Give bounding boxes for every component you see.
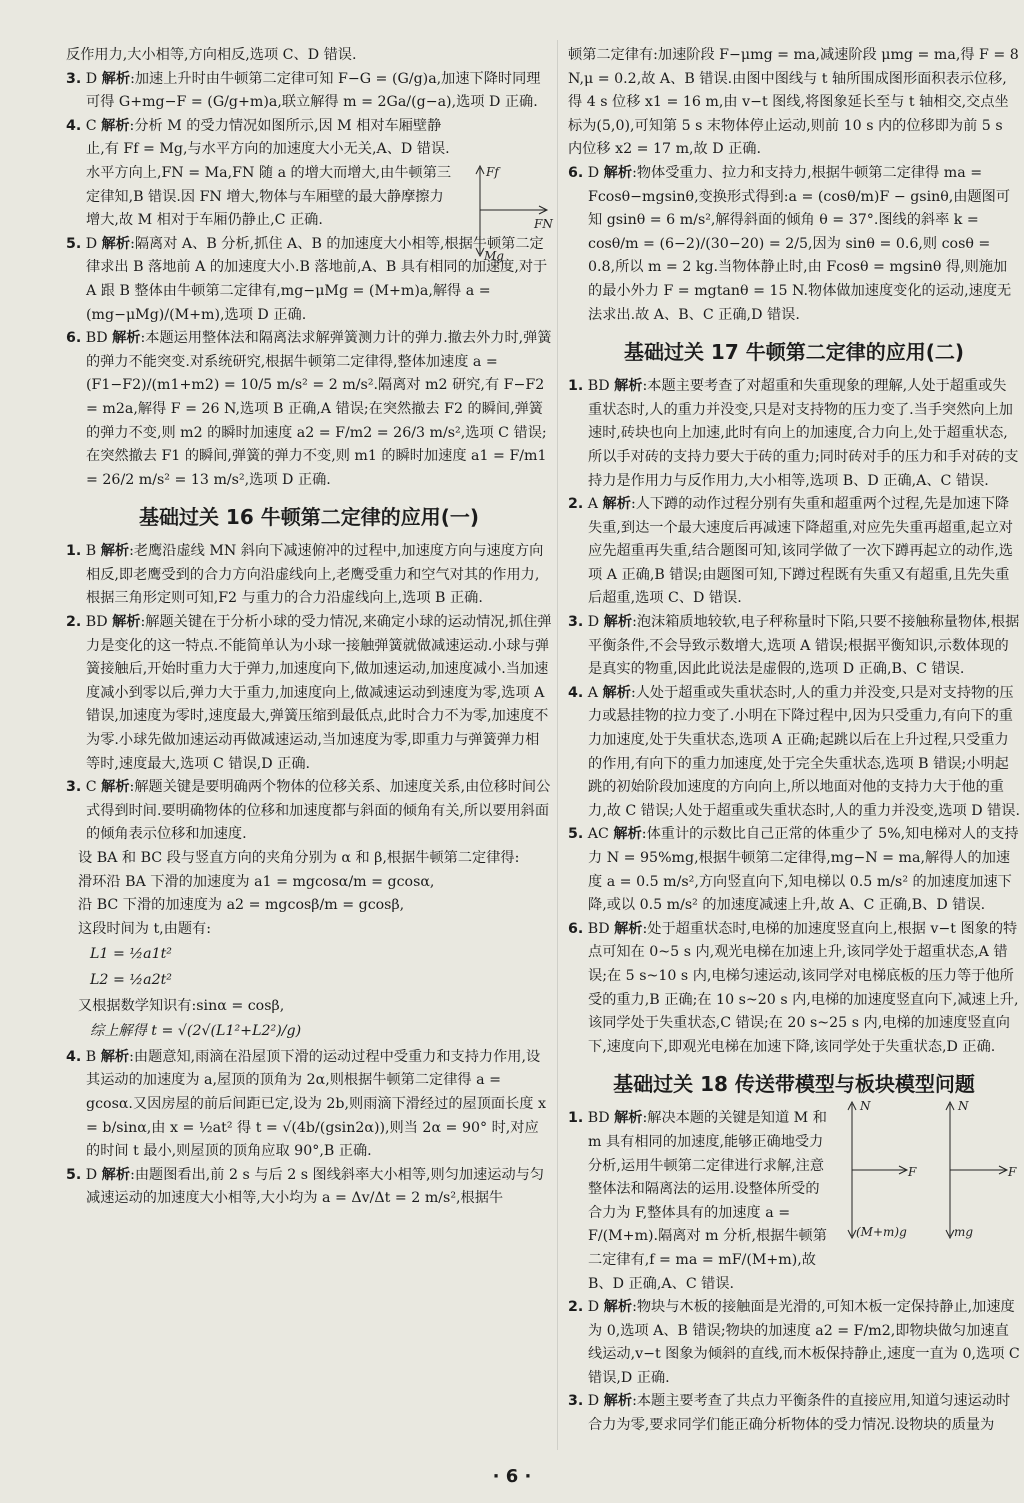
analysis-label: 解析 [112, 330, 141, 347]
answer-item: 2. D 解析:物块与木板的接触面是光滑的,可知木板一定保持静止,加速度为 0,选项 A、B 错误;物块的加速度 a2 = F/m2,即物块做匀加速直线运动,v−t 图象为倾斜的直线,而木板保持静止,速度一直为 0,选项 C 错误,D 正确. [568, 1299, 1020, 1386]
derivation-line: 综上解得 t = √(2√(L1²+L2²)/g) [90, 1023, 302, 1040]
answer-item: 3. D 解析:本题主要考查了共点力平衡条件的直接应用,知道匀速运动时合力为零,要求同学们能正确分析物体的受力情况.设物块的质量为 [568, 1393, 1011, 1434]
analysis-text: 物体受重力、拉力和支持力,根据牛顿第二定律得 ma = Fcosθ−mgsinθ,变换形式得到:a = (cosθ/m)F − gsinθ,由题图可知 gsinθ = 6 m/s²,解得斜面的倾角 θ = 37°.图线的斜率 k = cosθ/m = (6−2)/(30−20) = 2/5,因为 sinθ = 0.6,则 cosθ = 0.8,所以 m = 2 kg.当物体静止时,由 Fcosθ = mgsinθ 得,则施加的最小外力 F = mgtanθ = 15 N.物体做加速度变化的运动,速度无法求出.故 A、B、C 正确,D 错误. [588, 164, 1012, 323]
answer-list-a [66, 68, 552, 493]
item-number: 5. [66, 1166, 82, 1183]
analysis-label: 解析 [603, 614, 633, 631]
answer-item: 3. D 解析:泡沫箱质地较软,电子秤称量时下陷,只要不接触称量物体,根据平衡条件,不会导致示数增大,选项 A 错误;根据平衡知识,示数体现的是真实的物重,因此此说法是虚假的,选项 D 正确,B、C 错误. [568, 614, 1020, 678]
section-title-16: 基础过关 16 牛顿第二定律的应用(一) [138, 505, 480, 530]
answer-item: 2. BD 解析:解题关键在于分析小球的受力情况,来确定小球的运动情况,抓住弹力是变化的这一特点.不能简单认为小球一接触弹簧就做减速运动.小球与弹簧接触后,开始时重力大于弹力,加速度向下,做加速运动,加速度减小.当加速度减小到零以后,弹力大于重力,加速度向上,做减速运动到速度为零,选项 A 错误,加速度为零时,速度最大,弹簧压缩到最低点,此时合力不为零,加速度不为零.小球先做加速运动再做减速运动,当加速度为零,即重力与弹簧弹力相等时,速度最大,选项 C 错误,D 正确. [66, 614, 552, 772]
item-answer: D [587, 1393, 600, 1410]
analysis-label: 解析 [101, 117, 130, 134]
answer-item: 6. BD 解析:本题运用整体法和隔离法求解弹簧测力计的弹力.撤去外力时,弹簧的弹力不能突变.对系统研究,根据牛顿第二定律得,整体加速度 a = (F1−F2)/(m1+m2) = 10/5 m/s² = 2 m/s².隔离对 m2 研究,有 F−F2 = m2a,解得 F = 26 N,选项 B 正确,A 错误;在突然撤去 F2 的瞬间,弹簧的弹力不变,则 m2 的瞬时加速度 a2 = F/m2 = 26/3 m/s²,选项 C 错误;在突然撤去 F1 的瞬间,弹簧的弹力不变,则 m1 的瞬时加速度 a1 = F/m1 = 26/2 m/s² = 13 m/s²,选项 D 正确. [66, 330, 552, 488]
section-title-17: 基础过关 17 牛顿第二定律的应用(二) [623, 340, 965, 365]
item-answer: D [85, 1166, 98, 1183]
page-number: · 6 · [492, 1466, 532, 1487]
item-number: 6. [568, 920, 584, 937]
analysis-text: 本题主要考查了共点力平衡条件的直接应用,知道匀速运动时合力为零,要求同学们能正确分析物体的受力情况.设物块的质量为 [588, 1393, 1011, 1434]
answer-item: 1. B 解析:老鹰沿虚线 MN 斜向下减速俯冲的过程中,加速度方向与速度方向相反,即老鹰受到的合力方向沿虚线向上,老鹰受重力和空气对其的作用力,根据三角形定则可知,F2 与重力的合力沿虚线向上,选项 B 正确. [66, 543, 544, 607]
analysis-text: 由题图看出,前 2 s 与后 2 s 图线斜率大小相等,则匀加速运动与匀减速运动的加速度大小相等,大小均为 a = Δv/Δt = 2 m/s²,根据牛 [86, 1166, 545, 1207]
item-answer: BD [85, 614, 108, 631]
answer-item: 2. A 解析:人下蹲的动作过程分别有失重和超重两个过程,先是加速下降失重,到达一个最大速度后再减速下降超重,对应先失重再超重,起立对应先超重再失重,结合题图可知,该同学做了一次下蹲再起立的动作,选项 A 正确,B 错误;由题图可知,下蹲过程既有失重又有超重,且先失重后超重,选项 C、D 错误. [568, 496, 1013, 607]
item-number: 4. [66, 117, 82, 134]
item-answer: AC [587, 826, 609, 843]
item-answer: B [85, 1048, 97, 1065]
item-answer: B [85, 543, 97, 560]
analysis-label: 解析 [101, 779, 130, 796]
item-answer: D [85, 70, 98, 87]
answer-item: 5. D 解析:隔离对 A、B 分析,抓住 A、B 的加速度大小相等,根据牛顿第二定律求出 B 落地前 A 的加速度大小.B 落地前,A、B 具有相同的加速度,对于 A 跟 B 整体由牛顿第二定律有,mg−μMg = (M+m)a,解得 a = (mg−μMg)/(M+m),选项 D 正确. [66, 235, 548, 323]
force-diagram-18 [838, 1096, 1020, 1250]
item-number: 5. [66, 235, 82, 252]
answer-item: 1. BD 解析:本题主要考查了对超重和失重现象的理解,人处于超重或失重状态时,人的重力并没变,只是对支持物的压力变了.当手突然向上加速时,砖块也向上加速,此时有向上的加速度,合力向上,处于超重状态,所以手对砖的支持力要大于砖的重力;同时砖对手的压力和手对砖的支持力是作用力与反作用力,大小相等,选项 B、D 正确,A、C 错误. [568, 378, 1019, 489]
fig18-left-n: N [860, 1099, 871, 1113]
answer-item: 5. AC 解析:体重计的示数比自己正常的体重少了 5%,知电梯对人的支持力 N = 95%mg,根据牛顿第二定律得,mg−N = ma,解得人的加速度 a = 0.5 m/s²,方向竖直向下,知电梯以 0.5 m/s² 的加速度加速下降,或以 0.5 m/s² 的加速度减速上升,故 A、C 正确,B、D 错误. [568, 826, 1019, 914]
item-answer: C [85, 117, 97, 134]
analysis-text: 解题关键在于分析小球的受力情况,来确定小球的运动情况,抓住弹力是变化的这一特点.不能简单认为小球一接触弹簧就做减速运动.小球与弹簧接触后,开始时重力大于弹力,加速度向下,做加速运动,加速度减小.当加速度减小到零以后,弹力大于重力,加速度向上,做减速运动到速度为零,选项 A 错误,加速度为零时,速度最大,弹簧压缩到最低点,此时合力不为零,加速度不为零.小球先做加速运动再做减速运动,当加速度为零,即重力与弹簧弹力相等时,速度最大,选项 C 错误,D 正确. [86, 614, 552, 772]
analysis-text: 物块与木板的接触面是光滑的,可知木板一定保持静止,加速度为 0,选项 A、B 错误;物块的加速度 a2 = F/m2,即物块做匀加速直线运动,v−t 图象为倾斜的直线,而木板保持静止,速度一直为 0,选项 C 错误,D 正确. [588, 1299, 1020, 1386]
analysis-text: 本题运用整体法和隔离法求解弹簧测力计的弹力.撤去外力时,弹簧的弹力不能突变.对系统研究,根据牛顿第二定律得,整体加速度 a = (F1−F2)/(m1+m2) = 10/5 m/s² = 2 m/s².隔离对 m2 研究,有 F−F2 = m2a,解得 F = 26 N,选项 B 正确,A 错误;在突然撤去 F2 的瞬间,弹簧的弹力不变,则 m2 的瞬时加速度 a2 = F/m2 = 26/3 m/s²,选项 C 错误;在突然撤去 F1 的瞬间,弹簧的弹力不变,则 m1 的瞬时加速度 a1 = F/m1 = 26/2 m/s² = 13 m/s²,选项 D 正确. [86, 330, 552, 488]
analysis-label: 解析 [603, 1393, 633, 1410]
analysis-text: 解题关键是要明确两个物体的位移关系、加速度关系,由位移时间公式得到时间.要明确物体的位移和加速度都与斜面的倾角有关,所以要用斜面的倾角表示位移和加速度. [86, 779, 551, 843]
analysis-text: 分析 M 的受力情况如图所示,因 M 相对车厢壁静止,有 Ff = Mg,与水平方向的加速度大小无关,A、D 错误.水平方向上,FN = Ma,FN 随 a 的增大而增大,由牛顿第三定律知,B 错误.因 FN 增大,物体与车厢壁的最大静摩擦力增大,故 M 相对于车厢仍静止,C 正确. [86, 117, 452, 229]
item-number: 2. [568, 496, 584, 513]
item-number: 6. [66, 330, 82, 347]
answer-item: 4. B 解析:由题意知,雨滴在沿屋顶下滑的运动过程中受重力和支持力作用,设其运动的加速度为 a,屋顶的顶角为 2α,则根据牛顿第二定律得 a = gcosα.又因房屋的前后间距已定,设为 2b,则雨滴下滑经过的屋顶面长度 x = b/sinα,由 x = ½at² 得 t = √(4b/(gsin2α)),则当 2α = 90° 时,对应的时间 t 最小,则屋顶的顶角应取 90°,B 正确. [66, 1048, 546, 1160]
item-number: 1. [568, 378, 584, 395]
item-number: 1. [568, 1110, 584, 1127]
analysis-label: 解析 [603, 164, 633, 181]
analysis-text: 由题意知,雨滴在沿屋顶下滑的运动过程中受重力和支持力作用,设其运动的加速度为 a,屋顶的顶角为 2α,则根据牛顿第二定律得 a = gcosα.又因房屋的前后间距已定,设为 2b,则雨滴下滑经过的屋顶面长度 x = b/sinα,由 x = ½at² 得 t = √(4b/(gsin2α)),则当 2α = 90° 时,对应的时间 t 最小,则屋顶的顶角应取 90°,B 正确. [86, 1048, 546, 1160]
item-answer: BD [587, 920, 610, 937]
item-number: 1. [66, 543, 82, 560]
item-answer: BD [587, 378, 610, 395]
analysis-text: 加速上升时由牛顿第二定律可知 F−G = (G/g)a,加速下降时同理可得 G+mg−F = (G/g+m)a,联立解得 m = 2Ga/(g−a),选项 D 正确. [86, 70, 541, 111]
analysis-text: 老鹰沿虚线 MN 斜向下减速俯冲的过程中,加速度方向与速度方向相反,即老鹰受到的合力方向沿虚线向上,老鹰受重力和空气对其的作用力,根据三角形定则可知,F2 与重力的合力沿虚线向上,选项 B 正确. [86, 543, 544, 607]
derivation-line: 又根据数学知识有:sinα = cosβ, [78, 997, 285, 1014]
item-number: 3. [568, 614, 584, 631]
analysis-label: 解析 [112, 614, 141, 631]
analysis-text: 解决本题的关键是知道 M 和 m 具有相同的加速度,能够正确地受力分析,运用牛顿第二定律进行求解,注意整体法和隔离法的运用.设整体所受的合力为 F,整体具有的加速度 a = F/(M+m).隔离对 m 分析,根据牛顿第二定律有,f = ma = mF/(M+m),故 B、D 正确,A、C 错误. [588, 1110, 827, 1292]
force-diagram-4c [466, 158, 558, 264]
item-answer: BD [587, 1110, 610, 1127]
item-answer: D [587, 1299, 600, 1316]
analysis-label: 解析 [603, 1299, 633, 1316]
item-answer: D [587, 614, 600, 631]
item-number: 5. [568, 826, 584, 843]
analysis-label: 解析 [602, 496, 631, 513]
item-answer: D [85, 235, 98, 252]
answer-list-r-a [568, 162, 1020, 327]
analysis-text: 处于超重状态时,电梯的加速度竖直向上,根据 v−t 图象的特点可知在 0~5 s 内,观光电梯在加速上升,该同学处于超重状态,A 错误;在 5 s~10 s 内,电梯匀速运动,该同学对电梯底板的压力等于他所受的重力,B 正确;在 10 s~20 s 内,电梯的加速度竖直向下,减速上升,该同学处于失重状态,C 错误;在 20 s~25 s 内,电梯的加速度竖直向下,速度向下,即观光电梯在加速下降,该同学处于失重状态,D 正确. [588, 920, 1019, 1055]
derivation-line: 沿 BC 下滑的加速度为 a2 = mgcosβ/m = gcosβ, [78, 897, 405, 914]
analysis-label: 解析 [101, 235, 131, 252]
analysis-label: 解析 [100, 1048, 130, 1065]
analysis-label: 解析 [614, 1110, 643, 1127]
answer-item: 1. BD 解析:解决本题的关键是知道 M 和 m 具有相同的加速度,能够正确地受力分析,运用牛顿第二定律进行求解,注意整体法和隔离法的运用.设整体所受的合力为 F,整体具有的加速度 a = F/(M+m).隔离对 m 分析,根据牛顿第二定律有,f = ma = mF/(M+m),故 B、D 正确,A、C 错误. [568, 1110, 827, 1292]
analysis-text: 泡沫箱质地较软,电子秤称量时下陷,只要不接触称量物体,根据平衡条件,不会导致示数增大,选项 A 错误;根据平衡知识,示数体现的是真实的物重,因此此说法是虚假的,选项 D 正确,B、C 错误. [588, 614, 1020, 678]
answer-item: 5. D 解析:由题图看出,前 2 s 与后 2 s 图线斜率大小相等,则匀加速运动与匀减速运动的加速度大小相等,大小均为 a = Δv/Δt = 2 m/s²,根据牛 [66, 1166, 545, 1207]
analysis-label: 解析 [602, 684, 631, 701]
analysis-text: 人下蹲的动作过程分别有失重和超重两个过程,先是加速下降失重,到达一个最大速度后再减速下降超重,对应先失重再超重,起立对应先超重再失重,结合题图可知,该同学做了一次下蹲再起立的动作,选项 A 正确,B 错误;由题图可知,下蹲过程既有失重又有超重,且先失重后超重,选项 C、D 错误. [588, 496, 1013, 607]
intro-line: 反作用力,大小相等,方向相反,选项 C、D 错误. [66, 47, 357, 63]
analysis-text: 体重计的示数比自己正常的体重少了 5%,知电梯对人的支持力 N = 95%mg,根据牛顿第二定律得,mg−N = ma,解得人的加速度 a = 0.5 m/s²,方向竖直向下,知电梯以 0.5 m/s² 的加速度加速下降,或以 0.5 m/s² 的加速度减速上升,故 A、C 正确,B、D 错误. [588, 826, 1019, 914]
fig18-right-f: F [1008, 1165, 1017, 1179]
answer-item: 4. A 解析:人处于超重或失重状态时,人的重力并没变,只是对支持物的压力或悬挂物的拉力变了.小明在下降过程中,因为只受重力,有向下的重力加速度,处于失重状态,选项 A 正确;起跳以后在上升过程,只受重力的作用,有向下的重力加速度,处于完全失重状态,选项 B 错误;小明起跳的初始阶段加速度的方向向上,所以地面对他的支持力大于他的重力,故 C 错误;人处于超重或失重状态时,人的重力并没变,选项 D 错误. [568, 684, 1020, 819]
fig18-right-n: N [958, 1099, 969, 1113]
analysis-text: 隔离对 A、B 分析,抓住 A、B 的加速度大小相等,根据牛顿第二定律求出 B 落地前 A 的加速度大小.B 落地前,A、B 具有相同的加速度,对于 A 跟 B 整体由牛顿第二定律有,mg−μMg = (M+m)a,解得 a = (mg−μMg)/(M+m),选项 D 正确. [86, 235, 548, 323]
fig-label-fn: FN [534, 217, 553, 231]
item-number: 4. [66, 1048, 82, 1065]
answer-list-b [66, 540, 552, 847]
item-number: 2. [568, 1299, 584, 1316]
fig18-right-g: mg [954, 1225, 974, 1239]
analysis-text: 本题主要考查了对超重和失重现象的理解,人处于超重或失重状态时,人的重力并没变,只是对支持物的压力变了.当手突然向上加速时,砖块也向上加速,此时有向上的加速度,合力向上,处于超重状态,所以手对砖的支持力要大于砖的重力;同时砖对手的压力和手对砖的支持力是作用力与反作用力,大小相等,选项 B、D 正确,A、C 错误. [588, 378, 1019, 489]
item-answer: D [587, 164, 600, 181]
section-title-18: 基础过关 18 传送带模型与板块模型问题 [613, 1072, 975, 1097]
item-number: 3. [66, 779, 82, 796]
analysis-text: 人处于超重或失重状态时,人的重力并没变,只是对支持物的压力或悬挂物的拉力变了.小明在下降过程中,因为只受重力,有向下的重力加速度,处于失重状态,选项 A 正确;起跳以后在上升过程,只受重力的作用,有向下的重力加速度,处于完全失重状态,选项 B 错误;小明起跳的初始阶段加速度的方向向上,所以地面对他的支持力大于他的重力,故 C 错误;人处于超重或失重状态时,人的重力并没变,选项 D 错误. [588, 684, 1020, 819]
derivation-line: 滑环沿 BA 下滑的加速度为 a1 = mgcosα/m = gcosα, [78, 873, 435, 890]
item3-derivation [66, 847, 552, 1044]
analysis-label: 解析 [101, 1166, 131, 1183]
item-answer: C [85, 779, 97, 796]
answer-item: 6. D 解析:物体受重力、拉力和支持力,根据牛顿第二定律得 ma = Fcosθ−mgsinθ,变换形式得到:a = (cosθ/m)F − gsinθ,由题图可知 gsinθ = 6 m/s²,解得斜面的倾角 θ = 37°.图线的斜率 k = cosθ/m = (6−2)/(30−20) = 2/5,因为 sinθ = 0.6,则 cosθ = 0.8,所以 m = 2 kg.当物体静止时,由 Fcosθ = mgsinθ 得,则施加的最小外力 F = mgtanθ = 15 N.物体做加速度变化的运动,速度无法求出.故 A、B、C 正确,D 错误. [568, 164, 1012, 323]
derivation-line: 这段时间为 t,由题有: [78, 920, 212, 937]
answer-item: 3. D 解析:加速上升时由牛顿第二定律可知 F−G = (G/g)a,加速下降时同理可得 G+mg−F = (G/g+m)a,联立解得 m = 2Ga/(g−a),选项 D 正确. [66, 70, 541, 111]
derivation-line: L1 = ½a1t² [90, 946, 172, 963]
answer-item: 6. BD 解析:处于超重状态时,电梯的加速度竖直向上,根据 v−t 图象的特点可知在 0~5 s 内,观光电梯在加速上升,该同学处于超重状态,A 错误;在 5 s~10 s 内,电梯匀速运动,该同学对电梯底板的压力等于他所受的重力,B 正确;在 10 s~20 s 内,电梯的加速度竖直向下,减速上升,该同学处于失重状态,C 错误;在 20 s~25 s 内,电梯的加速度竖直向下,速度向下,即观光电梯在加速下降,该同学处于失重状态,D 正确. [568, 920, 1019, 1055]
analysis-label: 解析 [614, 378, 643, 395]
answer-item: 3. C 解析:解题关键是要明确两个物体的位移关系、加速度关系,由位移时间公式得到时间.要明确物体的位移和加速度都与斜面的倾角有关,所以要用斜面的倾角表示位移和加速度. [66, 779, 551, 843]
derivation-line: L2 = ½a2t² [90, 971, 172, 988]
fig18-left-f: F [908, 1165, 917, 1179]
fig-label-mg: Mg [484, 249, 504, 263]
answer-list-c [66, 1046, 552, 1211]
item-answer: A [587, 496, 599, 513]
fig-label-ff: Ff [486, 165, 499, 179]
derivation-line: 设 BA 和 BC 段与竖直方向的夹角分别为 α 和 β,根据牛顿第二定律得: [78, 850, 520, 866]
item-number: 4. [568, 684, 584, 701]
analysis-label: 解析 [614, 920, 643, 937]
item-number: 6. [568, 164, 584, 181]
item-number: 3. [66, 70, 82, 87]
item-answer: BD [85, 330, 108, 347]
item-number: 2. [66, 614, 82, 631]
analysis-label: 解析 [613, 826, 642, 843]
item-answer: A [587, 684, 599, 701]
item-number: 3. [568, 1393, 584, 1410]
item5-continued: 顿第二定律有:加速阶段 F−μmg = ma,减速阶段 μmg = ma,得 F = 8 N,μ = 0.2,故 A、B 错误.由图中图线与 t 轴所围成图形面积表示位移,得 4 s 位移 x1 = 16 m,由 v−t 图线,将图象延长至与 t 轴相交,交点坐标为(5,0),可知第 5 s 末物体停止运动,则前 10 s 内的位移即为前 5 s 内位移 x2 = 17 m,故 D 正确. [568, 47, 1019, 158]
analysis-label: 解析 [101, 70, 131, 87]
answer-item: 4. C 解析:分析 M 的受力情况如图所示,因 M 相对车厢壁静止,有 Ff = Mg,与水平方向的加速度大小无关,A、D 错误.水平方向上,FN = Ma,FN 随 a 的增大而增大,由牛顿第三定律知,B 错误.因 FN 增大,物体与车厢壁的最大静摩擦力增大,故 M 相对于车厢仍静止,C 正确. [66, 117, 452, 229]
analysis-label: 解析 [100, 543, 130, 560]
answer-list-r-b [568, 375, 1020, 1059]
fig18-left-g: (M+m)g [856, 1225, 907, 1239]
